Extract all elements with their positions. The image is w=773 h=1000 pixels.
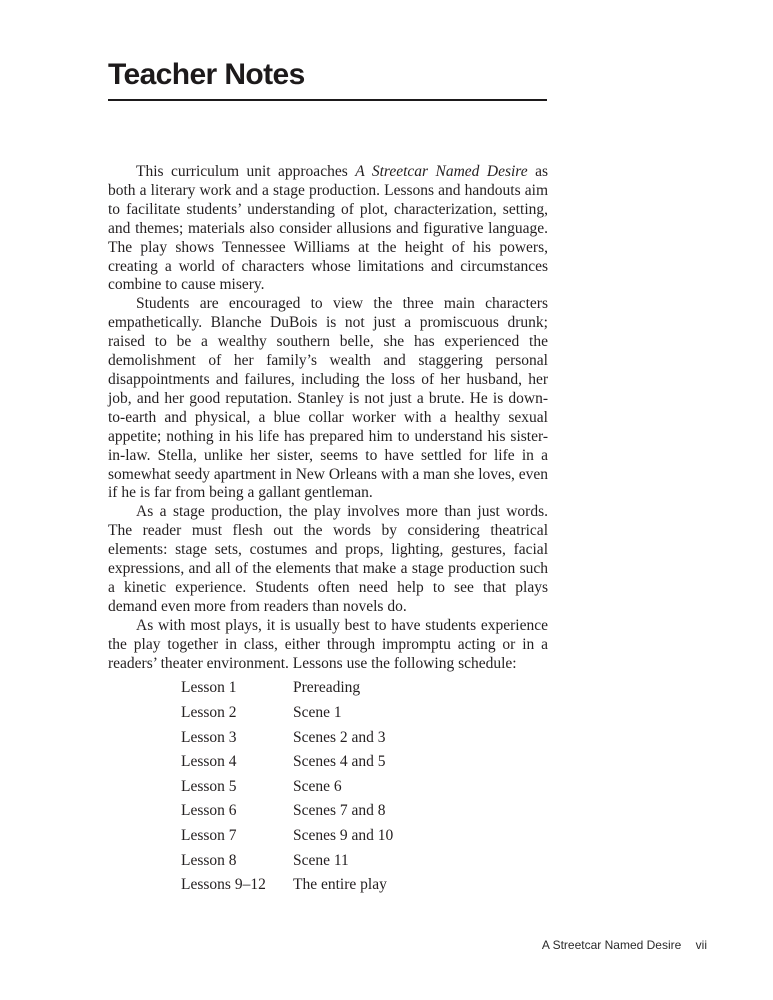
schedule-lesson: Lesson 7 [181,827,237,845]
paragraph [108,163,548,295]
schedule-lesson: Lesson 2 [181,704,237,722]
schedule-lesson: Lesson 6 [181,802,237,820]
page-footer [542,938,707,952]
paragraph-text: As with most plays, it is usually best to have students experience the play together in class, either through impromptu acting or in a readers’ theater environment. Lessons use the following schedule: [108,616,548,672]
schedule-lesson: Lesson 1 [181,679,237,697]
schedule-lesson: Lesson 8 [181,851,237,869]
schedule-row [108,799,548,824]
title-rule [108,99,547,101]
schedule-row [108,750,548,775]
schedule-assignment: Scene 11 [293,851,349,869]
schedule-lesson: Lesson 5 [181,777,237,795]
paragraph-text: As a stage production, the play involves more than just words. The reader must flesh out the words by considering theatrical elements: stage sets, costumes and props, lighting, gestures, facial expressions, and all of the elements that make a stage production such a kinetic experience. Students often need help to see that plays demand even more from readers than novels do. [108,503,548,615]
schedule-row [108,849,548,874]
schedule-assignment: The entire play [293,876,387,894]
page-title: Teacher Notes [108,58,305,91]
paragraph-text: This curriculum unit approaches [136,163,356,180]
footer-page-number: vii [695,938,707,952]
paragraph [108,503,548,616]
schedule-row [108,676,548,701]
body-text [108,163,548,898]
schedule-row [108,701,548,726]
schedule-assignment: Scenes 2 and 3 [293,728,386,746]
book-title-inline: A Streetcar Named Desire [355,163,528,180]
schedule-assignment: Prereading [293,679,361,697]
schedule-row [108,873,548,898]
schedule-row [108,824,548,849]
schedule-assignment: Scenes 9 and 10 [293,827,394,845]
lesson-schedule [108,676,548,897]
schedule-row [108,775,548,800]
schedule-assignment: Scenes 7 and 8 [293,802,386,820]
schedule-assignment: Scene 6 [293,777,342,795]
schedule-lesson: Lesson 3 [181,728,237,746]
schedule-assignment: Scenes 4 and 5 [293,753,386,771]
schedule-assignment: Scene 1 [293,704,342,722]
footer-book-title: A Streetcar Named Desire [541,938,682,952]
paragraphs-container [108,163,548,673]
paragraph [108,617,548,674]
paragraph-text: Students are encouraged to view the three main characters empathetically. Blanche DuBois is not just a promiscuous drunk; raised to be a wealthy southern belle, she has experienced the demolishment of her family’s wealth and staggering personal disappointments and failures, including the loss of her husband, her job, and her good reputation. Stanley is not just a brute. He is down-to-earth and physical, a blue collar worker with a healthy sexual appetite; nothing in his life has prepared him to understand his sister-in-law. Stella, unlike her sister, seems to have settled for life in a somewhat seedy apartment in New Orleans with a man she loves, even if he is far from being a gallant gentleman. [108,295,548,502]
schedule-lesson: Lesson 4 [181,753,237,771]
schedule-row [108,726,548,751]
paragraph [108,295,548,503]
schedule-lesson: Lessons 9–12 [181,876,266,894]
paragraph-text: as both a literary work and a stage production. Lessons and handouts aim to facilitate students’ understanding of plot, characterization, setting, and themes; materials also consider allusions and figurative language. The play shows Tennessee Williams at the height of his powers, creating a world of characters whose limitations and circumstances combine to cause misery. [108,163,548,294]
